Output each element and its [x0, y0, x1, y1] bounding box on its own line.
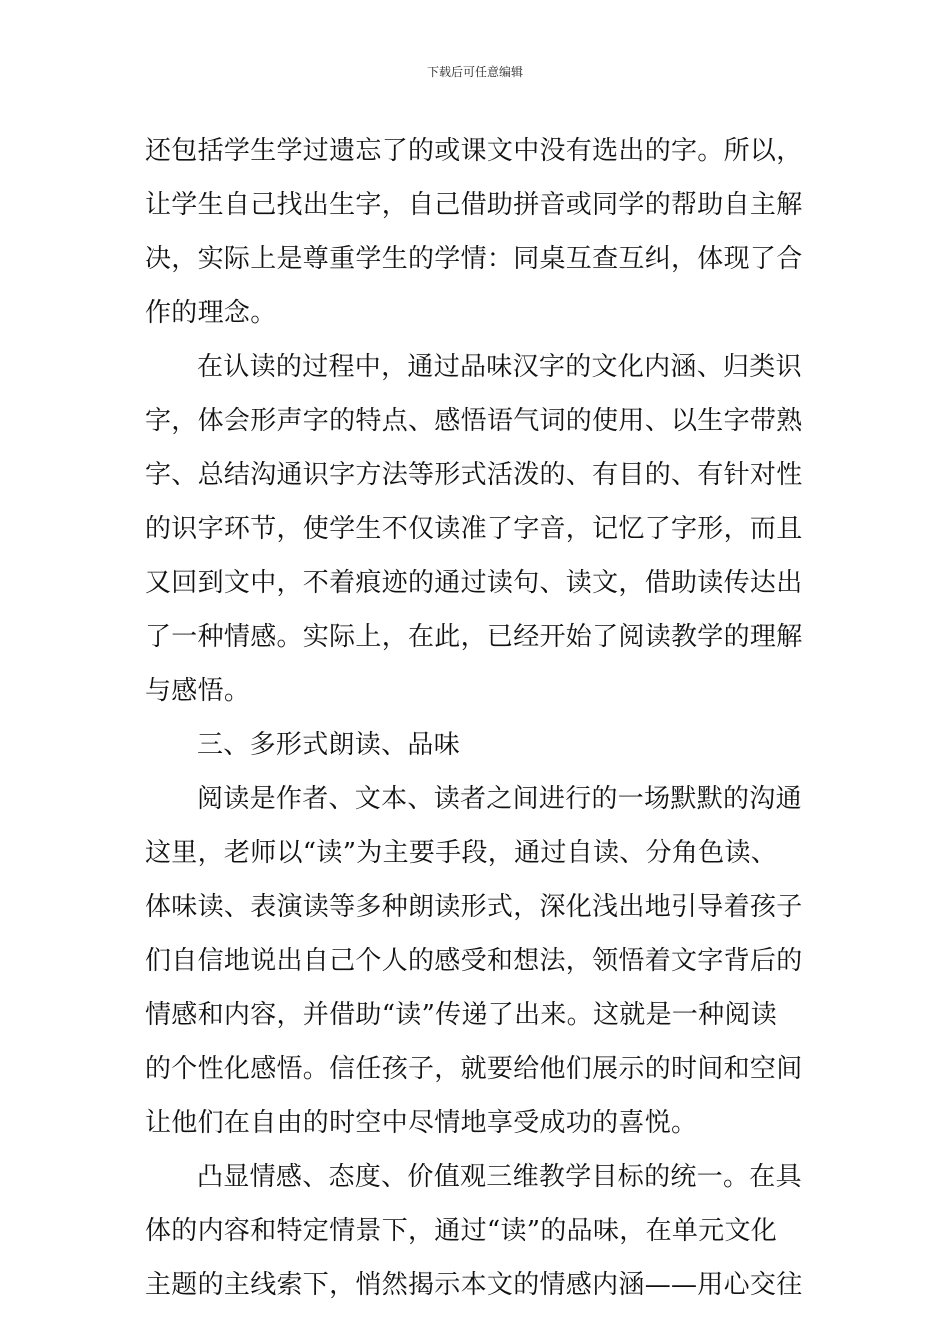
text-line: 体的内容和特定情景下，通过“读”的品味，在单元文化	[145, 1216, 778, 1246]
text-line: 这里，老师以“读”为主要手段，通过自读、分角色读、	[145, 838, 778, 868]
text-line: 与感悟。	[145, 676, 251, 706]
text-line: 们自信地说出自己个人的感受和想法，领悟着文字背后的	[145, 946, 803, 976]
text-line: 决，实际上是尊重学生的学情：同桌互查互纠，体现了合	[145, 244, 803, 274]
text-line: 了一种情感。实际上，在此，已经开始了阅读教学的理解	[145, 622, 803, 652]
page-header: 下载后可任意编辑	[426, 65, 523, 79]
text-line: 主题的主线索下，悄然揭示本文的情感内涵——用心交往	[145, 1270, 803, 1300]
text-line: 体味读、表演读等多种朗读形式，深化浅出地引导着孩子	[145, 892, 803, 922]
text-line: 让他们在自由的时空中尽情地享受成功的喜悦。	[145, 1108, 698, 1138]
text-line: 又回到文中，不着痕迹的通过读句、读文，借助读传达出	[145, 568, 803, 598]
text-line: 情感和内容，并借助“读”传递了出来。这就是一种阅读	[145, 1000, 778, 1030]
text-line: 的个性化感悟。信任孩子，就要给他们展示的时间和空间	[145, 1054, 803, 1084]
section-heading: 三、多形式朗读、品味	[197, 730, 461, 760]
document-body	[145, 124, 825, 1312]
text-line: 还包括学生学过遗忘了的或课文中没有选出的字。所以，	[145, 136, 803, 166]
text-line: 字，体会形声字的特点、感悟语气词的使用、以生字带熟	[145, 406, 803, 436]
text-line: 字、总结沟通识字方法等形式活泼的、有目的、有针对性	[145, 460, 803, 490]
text-line: 作的理念。	[145, 298, 277, 328]
paragraph-first-line: 凸显情感、态度、价值观三维教学目标的统一。在具	[197, 1162, 802, 1192]
text-line: 的识字环节，使学生不仅读准了字音，记忆了字形，而且	[145, 514, 803, 544]
paragraph-first-line: 阅读是作者、文本、读者之间进行的一场默默的沟通	[197, 784, 802, 814]
text-line: 让学生自己找出生字，自己借助拼音或同学的帮助自主解	[145, 190, 803, 220]
paragraph-first-line: 在认读的过程中，通过品味汉字的文化内涵、归类识	[197, 352, 802, 382]
